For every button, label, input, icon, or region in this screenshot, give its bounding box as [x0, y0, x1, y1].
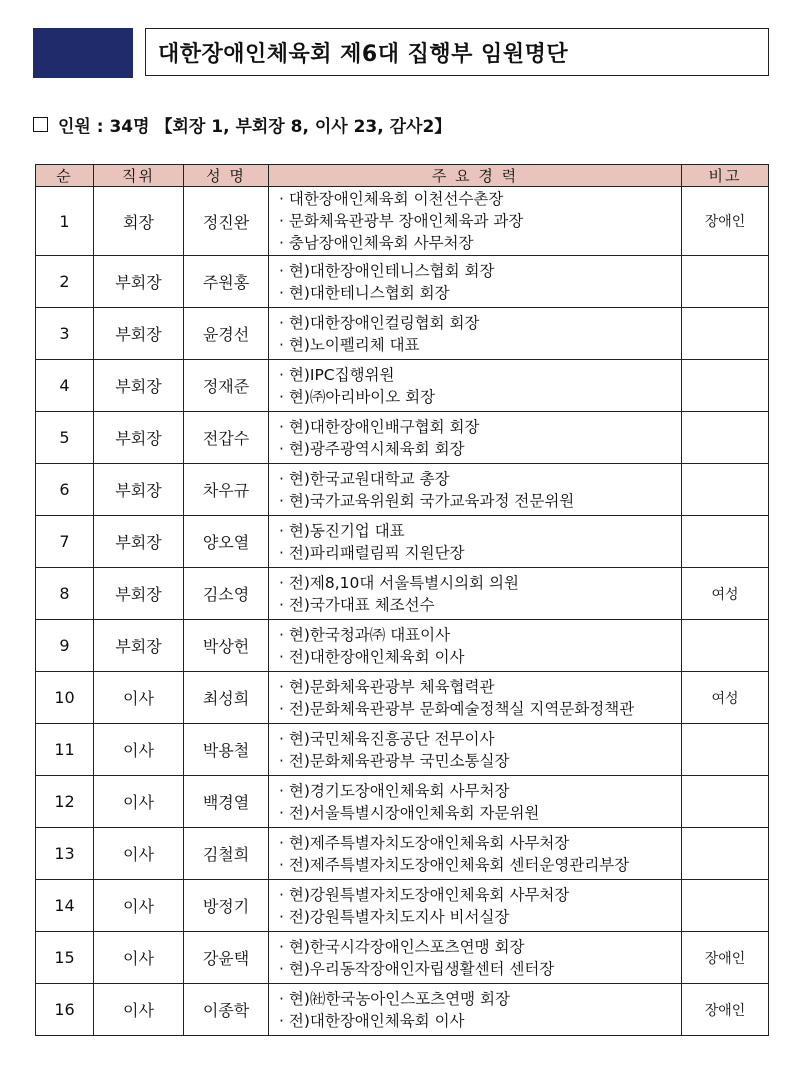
cell-position: 이사	[94, 672, 184, 724]
cell-name: 백경열	[184, 776, 269, 828]
cell-position: 이사	[94, 880, 184, 932]
table-row	[36, 360, 769, 412]
cell-no: 7	[36, 516, 94, 568]
cell-no: 4	[36, 360, 94, 412]
member-summary-text: 인원 : 34명 【회장 1, 부회장 8, 이사 23, 감사2】	[58, 117, 452, 137]
cell-no: 12	[36, 776, 94, 828]
page-title-text: 대한장애인체육회 제6대 집행부 임원명단	[158, 41, 569, 67]
career-line: · 전)파리패럴림픽 지원단장	[279, 543, 465, 562]
career-line: · 현)동진기업 대표	[279, 521, 405, 540]
cell-career	[269, 776, 682, 828]
table-row	[36, 256, 769, 308]
cell-no: 1	[36, 187, 94, 256]
cell-name: 차우규	[184, 464, 269, 516]
career-line: · 현)경기도장애인체육회 사무처장	[279, 781, 510, 800]
cell-career	[269, 308, 682, 360]
page-title	[145, 28, 769, 76]
cell-name: 윤경선	[184, 308, 269, 360]
cell-note: 여성	[682, 672, 769, 724]
career-line: · 현)대한장애인컬링협회 회장	[279, 313, 480, 332]
cell-note: 여성	[682, 568, 769, 620]
cell-no: 8	[36, 568, 94, 620]
cell-note: 장애인	[682, 984, 769, 1036]
cell-position: 부회장	[94, 516, 184, 568]
cell-no: 11	[36, 724, 94, 776]
header-note: 비고	[682, 165, 769, 187]
career-line: · 현)㈜아리바이오 회장	[279, 387, 436, 406]
title-accent-block	[33, 28, 133, 78]
cell-note	[682, 464, 769, 516]
career-line: · 현)한국청과㈜ 대표이사	[279, 625, 451, 644]
table-row	[36, 464, 769, 516]
cell-position: 이사	[94, 984, 184, 1036]
career-line: · 현)한국교원대학교 총장	[279, 469, 450, 488]
career-line: · 현)노이펠리체 대표	[279, 335, 420, 354]
table-header-row	[36, 165, 769, 187]
career-line: · 전)강원특별자치도지사 비서실장	[279, 907, 510, 926]
career-line: · 문화체육관광부 장애인체육과 과장	[279, 212, 524, 230]
cell-name: 주원홍	[184, 256, 269, 308]
cell-name: 강윤택	[184, 932, 269, 984]
cell-name: 전갑수	[184, 412, 269, 464]
cell-note	[682, 256, 769, 308]
career-line: · 전)제8,10대 서울특별시의회 의원	[279, 573, 519, 592]
career-line: · 전)국가대표 체조선수	[279, 595, 435, 614]
cell-no: 16	[36, 984, 94, 1036]
cell-no: 14	[36, 880, 94, 932]
cell-position: 부회장	[94, 308, 184, 360]
table-row	[36, 880, 769, 932]
career-line: · 전)대한장애인체육회 이사	[279, 647, 465, 666]
cell-career	[269, 984, 682, 1036]
cell-note	[682, 880, 769, 932]
cell-name: 박상헌	[184, 620, 269, 672]
table-body	[36, 187, 769, 1036]
cell-name: 방정기	[184, 880, 269, 932]
career-line: · 현)문화체육관광부 체육협력관	[279, 677, 495, 696]
cell-career	[269, 360, 682, 412]
cell-name: 박용철	[184, 724, 269, 776]
career-line: · 현)대한장애인테니스협회 회장	[279, 261, 495, 280]
cell-no: 6	[36, 464, 94, 516]
cell-position: 회장	[94, 187, 184, 256]
cell-note	[682, 516, 769, 568]
header-name: 성 명	[184, 165, 269, 187]
header-no: 순	[36, 165, 94, 187]
cell-note	[682, 776, 769, 828]
career-line: · 현)한국시각장애인스포츠연맹 회장	[279, 937, 525, 956]
cell-no: 10	[36, 672, 94, 724]
table-row	[36, 568, 769, 620]
header-career: 주 요 경 력	[269, 165, 682, 187]
cell-career	[269, 828, 682, 880]
cell-position: 이사	[94, 828, 184, 880]
cell-name: 정진완	[184, 187, 269, 256]
member-summary	[33, 112, 451, 137]
cell-position: 부회장	[94, 412, 184, 464]
table-row	[36, 620, 769, 672]
cell-note	[682, 360, 769, 412]
career-line: · 현)국가교육위원회 국가교육과정 전문위원	[279, 491, 575, 510]
cell-career	[269, 187, 682, 256]
cell-career	[269, 672, 682, 724]
career-line: · 현)IPC집행위원	[279, 365, 395, 384]
career-line: · 전)대한장애인체육회 이사	[279, 1011, 465, 1030]
cell-note: 장애인	[682, 932, 769, 984]
cell-no: 13	[36, 828, 94, 880]
career-line: · 현)광주광역시체육회 회장	[279, 439, 465, 458]
table-row	[36, 516, 769, 568]
officer-table	[35, 164, 769, 1036]
cell-position: 부회장	[94, 568, 184, 620]
career-line: · 현)대한장애인배구협회 회장	[279, 417, 480, 436]
cell-note	[682, 412, 769, 464]
cell-name: 양오열	[184, 516, 269, 568]
table-row	[36, 984, 769, 1036]
cell-career	[269, 620, 682, 672]
career-line: · 현)대한테니스협회 회장	[279, 283, 450, 302]
checkbox-square-icon	[33, 117, 48, 132]
career-line: · 대한장애인체육회 이천선수촌장	[279, 190, 504, 208]
career-line: · 현)강원특별자치도장애인체육회 사무처장	[279, 885, 570, 904]
career-line: · 충남장애인체육회 사무처장	[279, 234, 474, 252]
career-line: · 전)제주특별자치도장애인체육회 센터운영관리부장	[279, 855, 630, 874]
cell-career	[269, 412, 682, 464]
cell-no: 9	[36, 620, 94, 672]
cell-note	[682, 308, 769, 360]
cell-note	[682, 828, 769, 880]
cell-career	[269, 256, 682, 308]
career-line: · 현)국민체육진흥공단 전무이사	[279, 729, 495, 748]
career-line: · 전)문화체육관광부 문화예술정책실 지역문화정책관	[279, 699, 635, 718]
cell-position: 이사	[94, 724, 184, 776]
cell-career	[269, 568, 682, 620]
cell-career	[269, 880, 682, 932]
cell-name: 김소영	[184, 568, 269, 620]
cell-note: 장애인	[682, 187, 769, 256]
cell-name: 최성희	[184, 672, 269, 724]
table-row	[36, 724, 769, 776]
cell-note	[682, 620, 769, 672]
cell-name: 이종학	[184, 984, 269, 1036]
cell-no: 5	[36, 412, 94, 464]
table-row	[36, 187, 769, 256]
cell-note	[682, 724, 769, 776]
table-row	[36, 672, 769, 724]
table-row	[36, 828, 769, 880]
cell-no: 2	[36, 256, 94, 308]
career-line: · 현)제주특별자치도장애인체육회 사무처장	[279, 833, 570, 852]
cell-position: 부회장	[94, 360, 184, 412]
cell-position: 부회장	[94, 464, 184, 516]
cell-no: 3	[36, 308, 94, 360]
cell-career	[269, 932, 682, 984]
cell-name: 김철희	[184, 828, 269, 880]
header-position: 직위	[94, 165, 184, 187]
career-line: · 전)서울특별시장애인체육회 자문위원	[279, 803, 540, 822]
cell-no: 15	[36, 932, 94, 984]
cell-position: 부회장	[94, 256, 184, 308]
table-row	[36, 308, 769, 360]
career-line: · 현)㈳한국농아인스포츠연맹 회장	[279, 989, 510, 1008]
cell-position: 이사	[94, 932, 184, 984]
cell-position: 부회장	[94, 620, 184, 672]
table-row	[36, 932, 769, 984]
table-row	[36, 776, 769, 828]
career-line: · 전)문화체육관광부 국민소통실장	[279, 751, 510, 770]
table-row	[36, 412, 769, 464]
career-line: · 현)우리동작장애인자립생활센터 센터장	[279, 959, 555, 978]
cell-name: 정재준	[184, 360, 269, 412]
cell-position: 이사	[94, 776, 184, 828]
cell-career	[269, 724, 682, 776]
cell-career	[269, 516, 682, 568]
cell-career	[269, 464, 682, 516]
